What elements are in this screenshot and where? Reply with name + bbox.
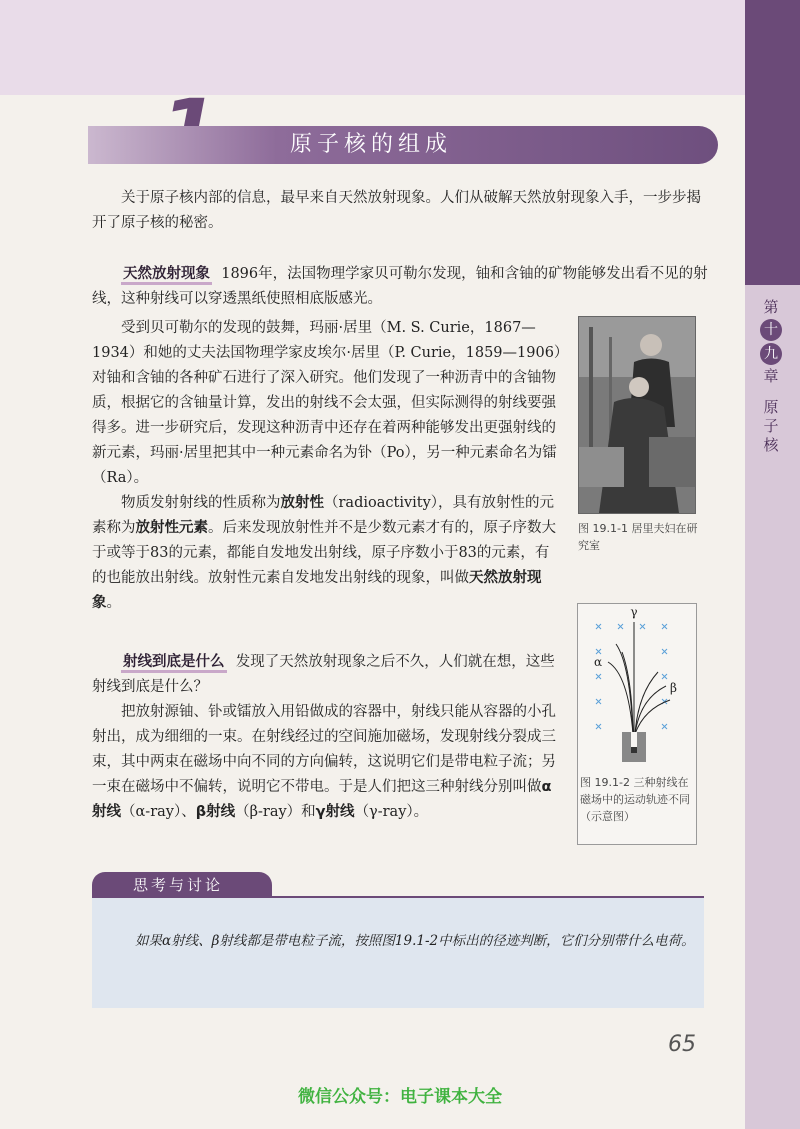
sec2-heading: 射线到底是什么 (121, 654, 227, 673)
sec1-body (92, 316, 562, 616)
sec1-paragraph-3: 物质发射射线的性质称为放射性（radioactivity），具有放射性的元素称为放射性元素。后来发现放射性并不是少数元素才有的，原子序数大于或等于83的元素，都能自发地发出射线，原子序数小于83的元素，有的也能放出射线。放射性元素自发地发出射线的现象，叫做天然放射现象。 (92, 495, 556, 611)
beta-ray-path-1 (635, 686, 666, 734)
label-gamma: γ (630, 605, 638, 619)
fig2-caption: 图 19.1-2 三种射线在磁场中的运动轨迹不同（示意图） (580, 776, 690, 823)
sec1-heading: 天然放射现象 (121, 266, 212, 285)
watermark: 微信公众号：电子课本大全 (298, 1087, 502, 1107)
sec1-paragraph-2: 受到贝可勒尔的发现的鼓舞，玛丽·居里（M. S. Curie，1867—1934）和她的丈夫法国物理学家皮埃尔·居里（P. Curie，1859—1906）对铀和含铀的各种矿石进行了深入研究。他们发现了一种沥青中的含铀物质，根据它的含铀量计算，发出的射线不会太强，但实际测得的射线要强得多。进一步研究后，发现这种沥青中还存在着两种能够发出更强射线的新元素，玛丽·居里把其中一种元素命名为钋（Po），另一种元素命名为镭（Ra）。 (92, 320, 562, 486)
discussion-title: 思考与讨论 (133, 876, 224, 894)
page-number: 65 (668, 1032, 696, 1057)
header-band (0, 0, 745, 95)
lead-container (622, 732, 646, 762)
intro-paragraph: 关于原子核内部的信息，最早来自天然放射现象。人们从破解天然放射现象入手，一步步揭开了原子核的秘密。 (92, 190, 701, 231)
discussion-text: 如果α射线、β射线都是带电粒子流，按照图19.1-2中标出的径迹判断，它们分别带什么电荷。 (135, 933, 695, 949)
alpha-ray-path-2 (608, 662, 633, 734)
label-alpha: α (594, 655, 603, 669)
sec1-first-paragraph: 天然放射现象 1896年，法国物理学家贝可勒尔发现，铀和含铀的矿物能够发出看不见的射线，这种射线可以穿透黑纸使照相底版感光。 (92, 266, 708, 307)
curie-photo (578, 316, 696, 514)
chapter-side-band (745, 0, 800, 1129)
rays-diagram (578, 604, 696, 769)
fig1-caption: 图 19.1-1 居里夫妇在研究室 (578, 522, 698, 552)
chapter-tab: 第 十 九 章 原 子 核 (748, 298, 794, 455)
sec2-paragraph-2: 把放射源铀、钋或镭放入用铅做成的容器中，射线只能从容器的小孔射出，成为细细的一束。在射线经过的空间施加磁场，发现射线分裂成三束，其中两束在磁场中向不同的方向偏转，这说明它们是带电粒子流；另一束在磁场中不偏转，说明它不带电。于是人们把这三种射线分别叫做α射线（α-ray）、β射线（β-ray）和γ射线（γ-ray）。 (92, 704, 556, 820)
sec2-body: 射线到底是什么 发现了天然放射现象之后不久，人们就在想，这些射线到底是什么？ 把放射源铀、钋或镭放入用铅做成的容器中，射线只能从容器的小孔射出，成为细细的一束。在射线经过的空间施加磁场，发现射线分裂成三束，其中两束在磁场中向不同的方向偏转，这说明它们是带电粒子流；另一束在磁场中不偏转，说明它不带电。于是人们把这三种射线分别叫做α射线（α-ray）、β射线（β-ray）和γ射线（γ-ray）。 (92, 650, 562, 825)
section-title: 原子核的组成 (290, 132, 453, 157)
label-beta: β (670, 681, 677, 695)
